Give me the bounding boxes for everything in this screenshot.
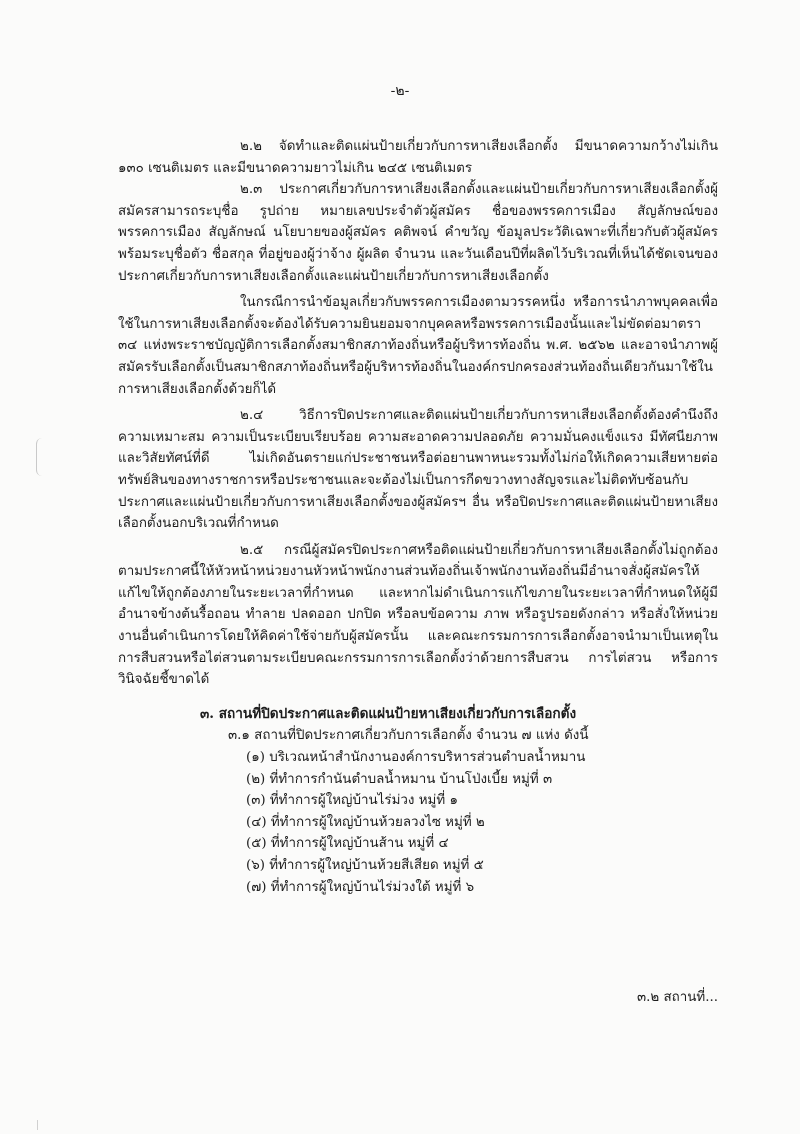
document-body bbox=[118, 136, 718, 898]
scan-mark bbox=[37, 1120, 44, 1130]
list-item: (๔) ที่ทำการผู้ใหญ่บ้านห้วยลวงไซ หมู่ที่ ๒ bbox=[246, 814, 485, 830]
list-item: (๒) ที่ทำการกำนันตำบลน้ำหมาน บ้านโป่งเบี้ย หมู่ที่ ๓ bbox=[246, 771, 553, 787]
paragraph-2-5: ๒.๕ กรณีผู้สมัครปิดประกาศหรือติดแผ่นป้ายเกี่ยวกับการหาเสียงเลือกตั้งไม่ถูกต้องตามประกาศนี้ให้หัวหน้าหน่วยงานหัวหน้าพนักงานส่วนท้องถิ่นเจ้าพนักงานท้องถิ่นมีอำนาจสั่งผู้สมัครให้แก้ไขให้ถูกต้องภายในระยะเวลาที่กำหนด และหากไม่ดำเนินการแก้ไขภายในระยะเวลาที่กำหนดให้ผู้มีอำนาจข้างต้นรื้อถอน ทำลาย ปลดออก ปกปิด หรือลบข้อความ ภาพ หรือรูปรอยดังกล่าว หรือสั่งให้หน่วยงานอื่นดำเนินการโดยให้คิดค่าใช้จ่ายกับผู้สมัครนั้น และคณะกรรมการการเลือกตั้งอาจนำมาเป็นเหตุในการสืบสวนหรือไต่สวนตามระเบียบคณะกรรมการการเลือกตั้งว่าด้วยการสืบสวน การไต่สวน หรือการวินิจฉัยชี้ขาดได้ bbox=[118, 542, 718, 688]
paragraph-2-3-continued: ในกรณีการนำข้อมูลเกี่ยวกับพรรคการเมืองตามวรรคหนึ่ง หรือการนำภาพบุคคลเพื่อใช้ในการหาเสียงเลือกตั้งจะต้องได้รับความยินยอมจากบุคคลหรือพรรคการเมืองนั้นและไม่ขัดต่อมาตรา ๓๔ แห่งพระราชบัญญัติการเลือกตั้งสมาชิกสภาท้องถิ่นหรือผู้บริหารท้องถิ่น พ.ศ. ๒๕๖๒ และอาจนำภาพผู้สมัครรับเลือกตั้งเป็นสมาชิกสภาท้องถิ่นหรือผู้บริหารท้องถิ่นในองค์กรปกครองส่วนท้องถิ่นเดียวกันมาใช้ในการหาเสียงเลือกตั้งด้วยก็ได้ bbox=[118, 295, 718, 397]
list-item: (๗) ที่ทำการผู้ใหญ่บ้านไร่ม่วงใต้ หมู่ที่ ๖ bbox=[246, 879, 475, 895]
paragraph-2-4: ๒.๔ วิธีการปิดประกาศและติดแผ่นป้ายเกี่ยวกับการหาเสียงเลือกตั้งต้องคำนึงถึงความเหมาะสม ความเป็นระเบียบเรียบร้อย ความสะอาดความปลอดภัย ความมั่นคงแข็งแรง มีทัศนียภาพและวิสัยทัศน์ที่ดี ไม่เกิดอันตรายแก่ประชาชนหรือต่อยานพาหนะรวมทั้งไม่ก่อให้เกิดความเสียหายต่อทรัพย์สินของทางราชการหรือประชาชนและจะต้องไม่เป็นการกีดขวางทางสัญจรและไม่ติดทับซ้อนกับประกาศและแผ่นป้ายเกี่ยวกับการหาเสียงเลือกตั้งของผู้สมัครฯ อื่น หรือปิดประกาศและติดแผ่นป้ายหาเสียงเลือกตั้งนอกบริเวณที่กำหนด bbox=[118, 408, 718, 532]
location-list bbox=[118, 747, 718, 898]
section-3-heading: ๓. สถานที่ปิดประกาศและติดแผ่นป้ายหาเสียงเกี่ยวกับการเลือกตั้ง bbox=[200, 705, 577, 722]
scan-mark bbox=[36, 438, 45, 476]
paragraph-2-3: ๒.๓ ประกาศเกี่ยวกับการหาเสียงเลือกตั้งและแผ่นป้ายเกี่ยวกับการหาเสียงเลือกตั้งผู้สมัครสามารถระบุชื่อ รูปถ่าย หมายเลขประจำตัวผู้สมัคร ชื่อของพรรคการเมือง สัญลักษณ์ของพรรคการเมือง สัญลักษณ์ นโยบายของผู้สมัคร คติพจน์ คำขวัญ ข้อมูลประวัติเฉพาะที่เกี่ยวกับตัวผู้สมัครพร้อมระบุชื่อตัว ชื่อสกุล ที่อยู่ของผู้ว่าจ้าง ผู้ผลิต จำนวน และวันเดือนปีที่ผลิตไว้บริเวณที่เห็นได้ชัดเจนของประกาศเกี่ยวกับการหาเสียงเลือกตั้งและแผ่นป้ายเกี่ยวกับการหาเสียงเลือกตั้ง bbox=[118, 182, 718, 284]
list-item: (๓) ที่ทำการผู้ใหญ่บ้านไร่ม่วง หมู่ที่ ๑ bbox=[246, 793, 458, 809]
list-item: (๑) บริเวณหน้าสำนักงานองค์การบริหารส่วนตำบลน้ำหมาน bbox=[246, 750, 586, 766]
section-3-1-title: ๓.๑ สถานที่ปิดประกาศเกี่ยวกับการเลือกตั้ง จำนวน ๗ แห่ง ดังนี้ bbox=[228, 728, 589, 744]
list-item: (๕) ที่ทำการผู้ใหญ่บ้านส้าน หมู่ที่ ๔ bbox=[246, 836, 449, 852]
list-item: (๖) ที่ทำการผู้ใหญ่บ้านห้วยสีเสียด หมู่ที่ ๕ bbox=[246, 858, 484, 873]
paragraph-2-2: ๒.๒ จัดทำและติดแผ่นป้ายเกี่ยวกับการหาเสียงเลือกตั้ง มีขนาดความกว้างไม่เกิน ๑๓๐ เซนติเมตร และมีขนาดความยาวไม่เกิน ๒๔๕ เซนติเมตร bbox=[118, 139, 718, 176]
continuation-note: ๓.๒ สถานที่... bbox=[636, 990, 718, 1005]
page-number: -๒- bbox=[390, 83, 410, 99]
